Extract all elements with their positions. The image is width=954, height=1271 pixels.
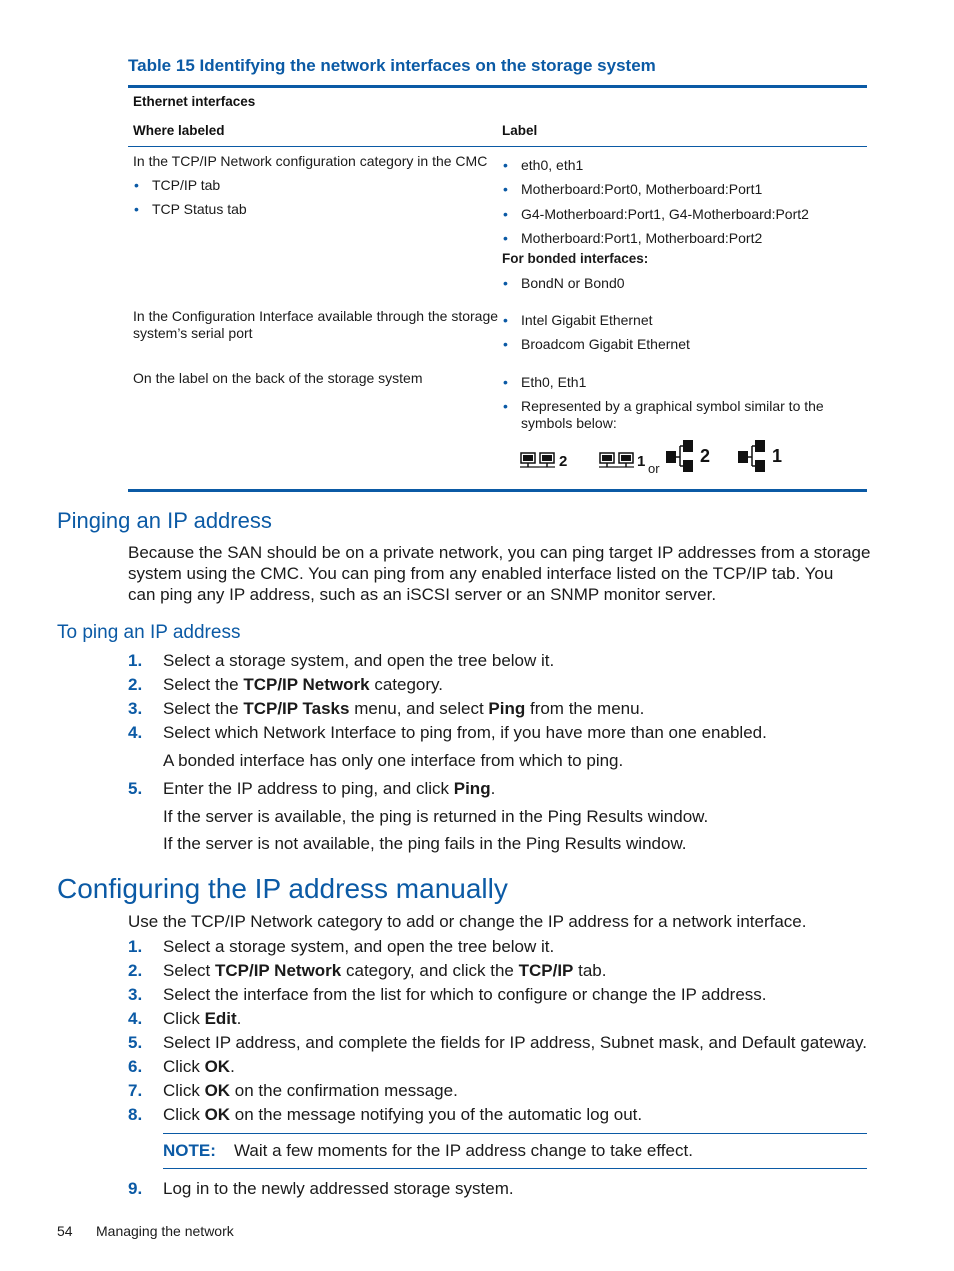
step-number: 5. [128, 1033, 143, 1052]
step-number: 5. [128, 779, 143, 798]
network-port-icon [599, 452, 619, 468]
ui-term: Ping [488, 699, 526, 718]
table-header-rule [128, 146, 867, 147]
table-row-1-bonded-label: • BondN or Bond0 [521, 275, 625, 291]
column-header-where: Where labeled [133, 123, 225, 138]
configure-intro-paragraph: Use the TCP/IP Network category to add or change the IP address for a network interface. [128, 912, 807, 931]
table-caption: Table 15 Identifying the network interfaces on the storage system [128, 56, 656, 75]
note-bottom-rule [163, 1168, 867, 1169]
table-bottom-rule [128, 489, 867, 492]
step-text [163, 1081, 458, 1101]
section-heading-ping: Pinging an IP address [57, 508, 272, 533]
procedure-heading-ping: To ping an IP address [57, 622, 241, 643]
step-text-part: menu, and select [349, 699, 489, 718]
step-number: 1. [128, 937, 143, 956]
step-text: Select the interface from the list for which to configure or change the IP address. [163, 985, 767, 1004]
step-text [163, 675, 443, 695]
step-subtext: If the server is not available, the ping fails in the Ping Results window. [163, 834, 687, 853]
step-number: 8. [128, 1105, 143, 1124]
table-row-2-where-line: system’s serial port [133, 325, 253, 341]
table-row-3-label-continued: symbols below: [521, 415, 617, 431]
bonded-interfaces-heading: For bonded interfaces: [502, 251, 649, 266]
table-top-rule [128, 85, 867, 88]
paragraph-line: Because the SAN should be on a private network, you can ping target IP addresses from a storage [128, 543, 871, 562]
section-heading-configure: Configuring the IP address manually [57, 873, 508, 904]
table-row-3-label: • Represented by a graphical symbol similar to the [521, 398, 824, 414]
network-hub-icon [664, 439, 700, 473]
step-text-part: on the confirmation message. [230, 1081, 458, 1100]
ui-term: TCP/IP Tasks [243, 699, 350, 718]
step-text-part: Click [163, 1105, 205, 1124]
ui-term: OK [204, 1105, 231, 1124]
ui-term: Ping [453, 779, 491, 798]
step-number: 3. [128, 699, 143, 718]
table-row-2-where [133, 308, 498, 342]
step-text [163, 1009, 241, 1029]
symbol-number: 2 [700, 446, 711, 466]
step-text [163, 779, 495, 799]
paragraph-line: system using the CMC. You can ping from any enabled interface listed on the TCP/IP tab. You [128, 564, 834, 583]
step-number: 4. [128, 1009, 143, 1028]
step-text-part: tab. [573, 961, 607, 980]
table-row-2-label: • Broadcom Gigabit Ethernet [521, 336, 690, 352]
column-header-label: Label [502, 123, 538, 138]
step-text-part: category, and click the [341, 961, 519, 980]
ui-term: TCP/IP [518, 961, 574, 980]
step-number: 7. [128, 1081, 143, 1100]
network-port-icon [520, 452, 540, 468]
network-port-icon [618, 452, 638, 468]
step-text [163, 699, 644, 719]
network-hub-icon [736, 439, 772, 473]
step-text: Log in to the newly addressed storage system. [163, 1179, 514, 1198]
page-number: 54 [57, 1223, 73, 1239]
symbol-number: 2 [559, 453, 568, 470]
ui-term: OK [204, 1057, 231, 1076]
ping-intro-paragraph [128, 542, 873, 605]
note-label: NOTE: [163, 1141, 216, 1160]
step-text-part: . [490, 779, 496, 798]
step-text-part: Click [163, 1081, 205, 1100]
step-subtext: A bonded interface has only one interface from which to ping. [163, 751, 624, 770]
note-text: Wait a few moments for the IP address change to take effect. [234, 1141, 693, 1160]
step-text [163, 1057, 235, 1077]
step-text: Select a storage system, and open the tree below it. [163, 937, 555, 956]
ui-term: TCP/IP Network [243, 675, 370, 694]
step-number: 2. [128, 675, 143, 694]
table-row-1-label: • Motherboard:Port0, Motherboard:Port1 [521, 181, 762, 197]
table-row-1-label: • Motherboard:Port1, Motherboard:Port2 [521, 230, 762, 246]
step-text-part: Select the [163, 675, 244, 694]
symbol-or: or [648, 461, 660, 476]
ui-term: Edit [204, 1009, 237, 1028]
step-text-part: Enter the IP address to ping, and click [163, 779, 454, 798]
step-text-part: . [230, 1057, 235, 1076]
step-text-part: Click [163, 1057, 205, 1076]
ui-term: TCP/IP Network [214, 961, 342, 980]
table-row-3-label: • Eth0, Eth1 [521, 374, 586, 390]
table-row-1-label: • eth0, eth1 [521, 157, 583, 173]
step-text-part: on the message notifying you of the automatic log out. [230, 1105, 643, 1124]
step-text: Select a storage system, and open the tree below it. [163, 651, 555, 670]
table-row-1-where-bullet: • TCP Status tab [152, 201, 247, 217]
symbol-number: 1 [637, 453, 646, 470]
table-row-1-label: • G4-Motherboard:Port1, G4-Motherboard:Port2 [521, 206, 809, 222]
step-text-part: Click [163, 1009, 205, 1028]
ui-term: OK [204, 1081, 231, 1100]
step-text [163, 961, 607, 981]
step-text [163, 1105, 642, 1125]
table-row-2-where-line: In the Configuration Interface available through the storage [133, 308, 499, 324]
table-row-3-where: On the label on the back of the storage system [133, 370, 423, 386]
symbol-number: 1 [772, 446, 783, 466]
step-text: Select IP address, and complete the fields for IP address, Subnet mask, and Default gateway. [163, 1033, 868, 1052]
note-top-rule [163, 1133, 867, 1134]
table-row-1-where-bullet: • TCP/IP tab [152, 177, 220, 193]
step-text: Select which Network Interface to ping from, if you have more than one enabled. [163, 723, 767, 742]
step-number: 1. [128, 651, 143, 670]
step-number: 4. [128, 723, 143, 742]
step-text-part: Select [163, 961, 215, 980]
network-port-icon [539, 452, 559, 468]
step-number: 2. [128, 961, 143, 980]
table-group-header: Ethernet interfaces [133, 94, 256, 109]
step-text-part: from the menu. [525, 699, 645, 718]
step-text-part: Select the [163, 699, 244, 718]
step-number: 6. [128, 1057, 143, 1076]
paragraph-line: can ping any IP address, such as an iSCSI server or an SNMP monitor server. [128, 585, 717, 604]
step-text-part: . [236, 1009, 242, 1028]
step-text-part: category. [369, 675, 443, 694]
table-row-2-label: • Intel Gigabit Ethernet [521, 312, 653, 328]
step-subtext: If the server is available, the ping is returned in the Ping Results window. [163, 807, 709, 826]
step-number: 9. [128, 1179, 143, 1198]
table-row-1-where: In the TCP/IP Network configuration category in the CMC [133, 153, 488, 169]
step-number: 3. [128, 985, 143, 1004]
footer-section-title: Managing the network [96, 1223, 234, 1239]
